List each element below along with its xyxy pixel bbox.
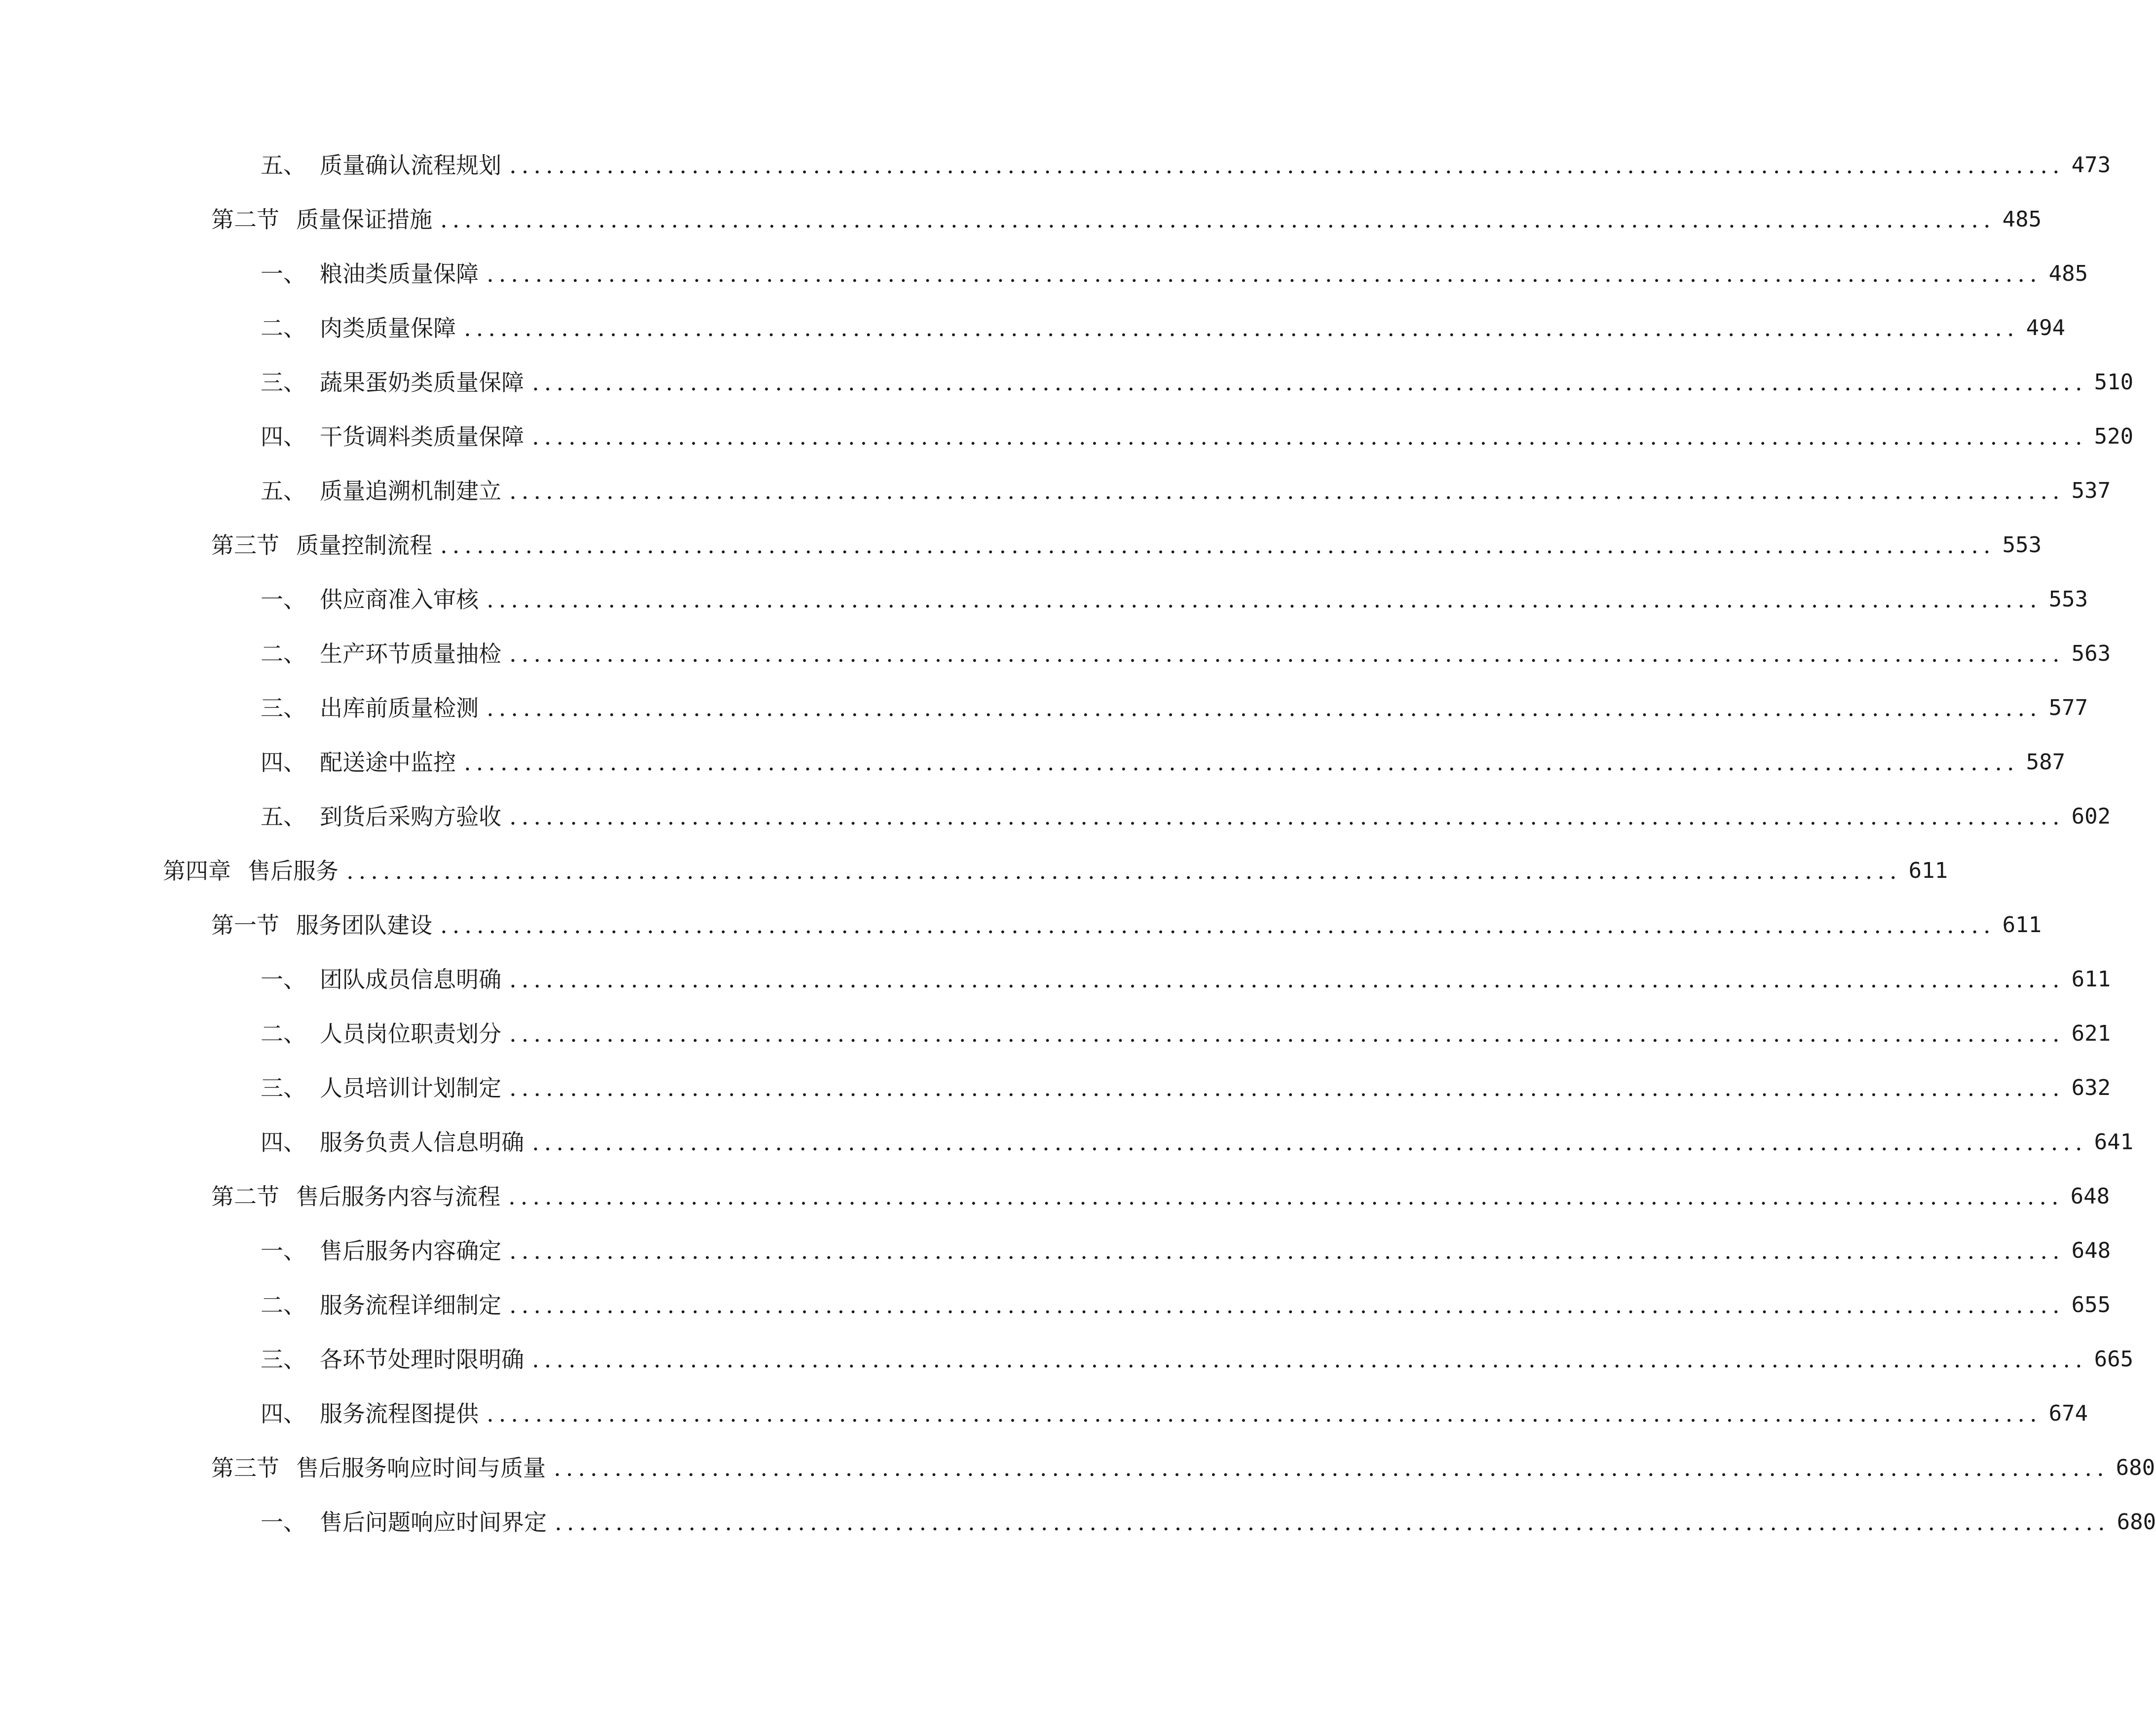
dot-leader: ................................................................................................................................ <box>532 1346 2087 1373</box>
dot-leader: ................................................................................................................................ <box>555 1509 2110 1536</box>
toc-entry[interactable] <box>211 1179 2110 1214</box>
toc-entry[interactable] <box>261 745 2066 780</box>
entry-page-number: 611 <box>1908 858 1948 883</box>
entry-page-number: 648 <box>2071 1238 2111 1263</box>
entry-title: 售后服务 <box>248 858 339 884</box>
entry-title: 质量确认流程规划 <box>320 152 501 179</box>
entry-page-number: 621 <box>2071 1021 2111 1046</box>
entry-page-number: 602 <box>2071 804 2111 829</box>
entry-title: 人员岗位职责划分 <box>320 1020 501 1047</box>
dot-leader: ................................................................................................................................ <box>487 586 2042 613</box>
dot-leader: ................................................................................................................................ <box>487 1400 2042 1427</box>
dot-leader: ................................................................................................................................ <box>464 749 2019 776</box>
entry-title: 生产环节质量抽检 <box>320 640 501 667</box>
entry-number: 五、 <box>261 152 306 179</box>
entry-number: 第二节 <box>211 1183 279 1210</box>
toc-entry[interactable] <box>211 528 2042 563</box>
entry-number: 一、 <box>261 1238 306 1264</box>
entry-title: 团队成员信息明确 <box>320 966 501 993</box>
entry-title: 到货后采购方验收 <box>320 803 501 830</box>
entry-number: 五、 <box>261 803 306 830</box>
toc-entry[interactable] <box>261 311 2066 345</box>
toc-entry[interactable] <box>261 148 2111 183</box>
entry-page-number: 577 <box>2048 695 2088 720</box>
entry-page-number: 655 <box>2071 1292 2111 1317</box>
entry-page-number: 485 <box>2048 261 2088 286</box>
entry-title: 质量追溯机制建立 <box>320 478 501 504</box>
toc-entry[interactable] <box>261 257 2088 291</box>
dot-leader: ................................................................................................................................ <box>440 206 1996 233</box>
entry-page-number: 648 <box>2070 1184 2110 1209</box>
toc-entry-chapter[interactable] <box>163 854 1948 888</box>
entry-page-number: 485 <box>2002 207 2042 232</box>
dot-leader: ................................................................................................................................ <box>487 695 2042 721</box>
toc-entry[interactable] <box>261 582 2088 617</box>
toc-entry[interactable] <box>261 419 2134 454</box>
entry-title: 售后服务内容确定 <box>320 1238 501 1264</box>
dot-leader: ................................................................................................................................ <box>509 478 2065 504</box>
entry-page-number: 632 <box>2071 1075 2111 1100</box>
entry-number: 第一节 <box>211 912 279 939</box>
dot-leader: ................................................................................................................................ <box>509 803 2065 830</box>
toc-entry[interactable] <box>261 1342 2134 1377</box>
entry-page-number: 563 <box>2071 641 2111 666</box>
entry-number: 一、 <box>261 261 306 287</box>
entry-title: 售后问题响应时间界定 <box>320 1509 547 1536</box>
dot-leader: ................................................................................................................................ <box>509 1075 2065 1101</box>
toc-entry[interactable] <box>261 799 2111 834</box>
entry-page-number: 537 <box>2071 478 2111 503</box>
entry-title: 售后服务内容与流程 <box>296 1183 500 1210</box>
dot-leader: ................................................................................................................................ <box>440 912 1996 939</box>
dot-leader: ................................................................................................................................ <box>509 966 2065 993</box>
entry-number: 三、 <box>261 695 306 721</box>
entry-page-number: 680 <box>2117 1509 2156 1535</box>
entry-number: 四、 <box>261 749 306 776</box>
entry-page-number: 680 <box>2116 1455 2156 1480</box>
entry-page-number: 587 <box>2026 750 2066 775</box>
entry-title: 各环节处理时限明确 <box>320 1346 524 1373</box>
dot-leader: ................................................................................................................................ <box>532 423 2087 450</box>
toc-entry[interactable] <box>261 962 2111 997</box>
entry-title: 配送途中监控 <box>320 749 456 776</box>
toc-entry[interactable] <box>261 1505 2156 1540</box>
entry-page-number: 520 <box>2094 424 2134 449</box>
entry-number: 二、 <box>261 1292 306 1318</box>
toc-entry[interactable] <box>261 365 2134 400</box>
dot-leader: ................................................................................................................................ <box>508 1183 2064 1210</box>
entry-number: 二、 <box>261 640 306 667</box>
entry-title: 蔬果蛋奶类质量保障 <box>320 369 524 396</box>
entry-title: 粮油类质量保障 <box>320 261 479 287</box>
dot-leader: ................................................................................................................................ <box>346 858 1902 884</box>
entry-title: 出库前质量检测 <box>320 695 479 721</box>
entry-page-number: 611 <box>2002 912 2042 938</box>
entry-number: 四、 <box>261 1400 306 1427</box>
entry-number: 三、 <box>261 1346 306 1373</box>
entry-number: 第三节 <box>211 1455 279 1481</box>
toc-entry[interactable] <box>261 1288 2111 1322</box>
entry-title: 人员培训计划制定 <box>320 1075 501 1101</box>
entry-number: 三、 <box>261 369 306 396</box>
dot-leader: ................................................................................................................................ <box>509 1020 2065 1047</box>
entry-title: 供应商准入审核 <box>320 586 479 613</box>
toc-entry[interactable] <box>261 1071 2111 1105</box>
entry-number: 二、 <box>261 315 306 341</box>
dot-leader: ................................................................................................................................ <box>464 315 2019 341</box>
toc-entry[interactable] <box>261 1234 2111 1268</box>
entry-title: 服务流程图提供 <box>320 1400 479 1427</box>
dot-leader: ................................................................................................................................ <box>509 1238 2065 1264</box>
dot-leader: ................................................................................................................................ <box>532 369 2087 396</box>
entry-title: 干货调料类质量保障 <box>320 423 524 450</box>
entry-page-number: 641 <box>2094 1129 2134 1155</box>
entry-number: 五、 <box>261 478 306 504</box>
entry-number: 第二节 <box>211 206 279 233</box>
entry-page-number: 510 <box>2094 370 2134 395</box>
entry-page-number: 665 <box>2094 1347 2134 1372</box>
entry-title: 肉类质量保障 <box>320 315 456 341</box>
entry-title: 服务流程详细制定 <box>320 1292 501 1318</box>
entry-page-number: 473 <box>2071 152 2111 178</box>
toc-entry[interactable] <box>261 691 2088 725</box>
entry-page-number: 553 <box>2002 532 2042 558</box>
toc-entry[interactable] <box>211 1451 2156 1485</box>
entry-number: 一、 <box>261 966 306 993</box>
dot-leader: ................................................................................................................................ <box>532 1129 2087 1156</box>
entry-number: 一、 <box>261 586 306 613</box>
entry-number: 二、 <box>261 1020 306 1047</box>
entry-number: 四、 <box>261 1129 306 1156</box>
dot-leader: ................................................................................................................................ <box>509 640 2065 667</box>
entry-number: 一、 <box>261 1509 306 1536</box>
entry-title: 售后服务响应时间与质量 <box>296 1455 546 1481</box>
dot-leader: ................................................................................................................................ <box>509 1292 2065 1318</box>
entry-number: 第四章 <box>163 858 231 884</box>
toc-entry[interactable] <box>211 202 2042 237</box>
toc-entry[interactable] <box>261 1016 2111 1051</box>
dot-leader: ................................................................................................................................ <box>554 1455 2109 1481</box>
dot-leader: ................................................................................................................................ <box>440 532 1996 559</box>
entry-title: 服务负责人信息明确 <box>320 1129 524 1156</box>
entry-number: 三、 <box>261 1075 306 1101</box>
toc-entry[interactable] <box>261 474 2111 508</box>
toc-entry[interactable] <box>261 637 2111 671</box>
entry-title: 质量控制流程 <box>296 532 432 559</box>
entry-page-number: 553 <box>2048 587 2088 612</box>
entry-number: 第三节 <box>211 532 279 559</box>
entry-title: 质量保证措施 <box>296 206 432 233</box>
entry-title: 服务团队建设 <box>296 912 432 939</box>
toc-entry[interactable] <box>261 1396 2088 1431</box>
entry-page-number: 674 <box>2048 1401 2088 1426</box>
entry-number: 四、 <box>261 423 306 450</box>
toc-entry[interactable] <box>261 1125 2134 1160</box>
entry-page-number: 494 <box>2026 315 2066 340</box>
dot-leader: ................................................................................................................................ <box>487 261 2042 287</box>
entry-page-number: 611 <box>2071 967 2111 992</box>
dot-leader: ................................................................................................................................ <box>509 152 2065 179</box>
toc-entry[interactable] <box>211 908 2042 942</box>
